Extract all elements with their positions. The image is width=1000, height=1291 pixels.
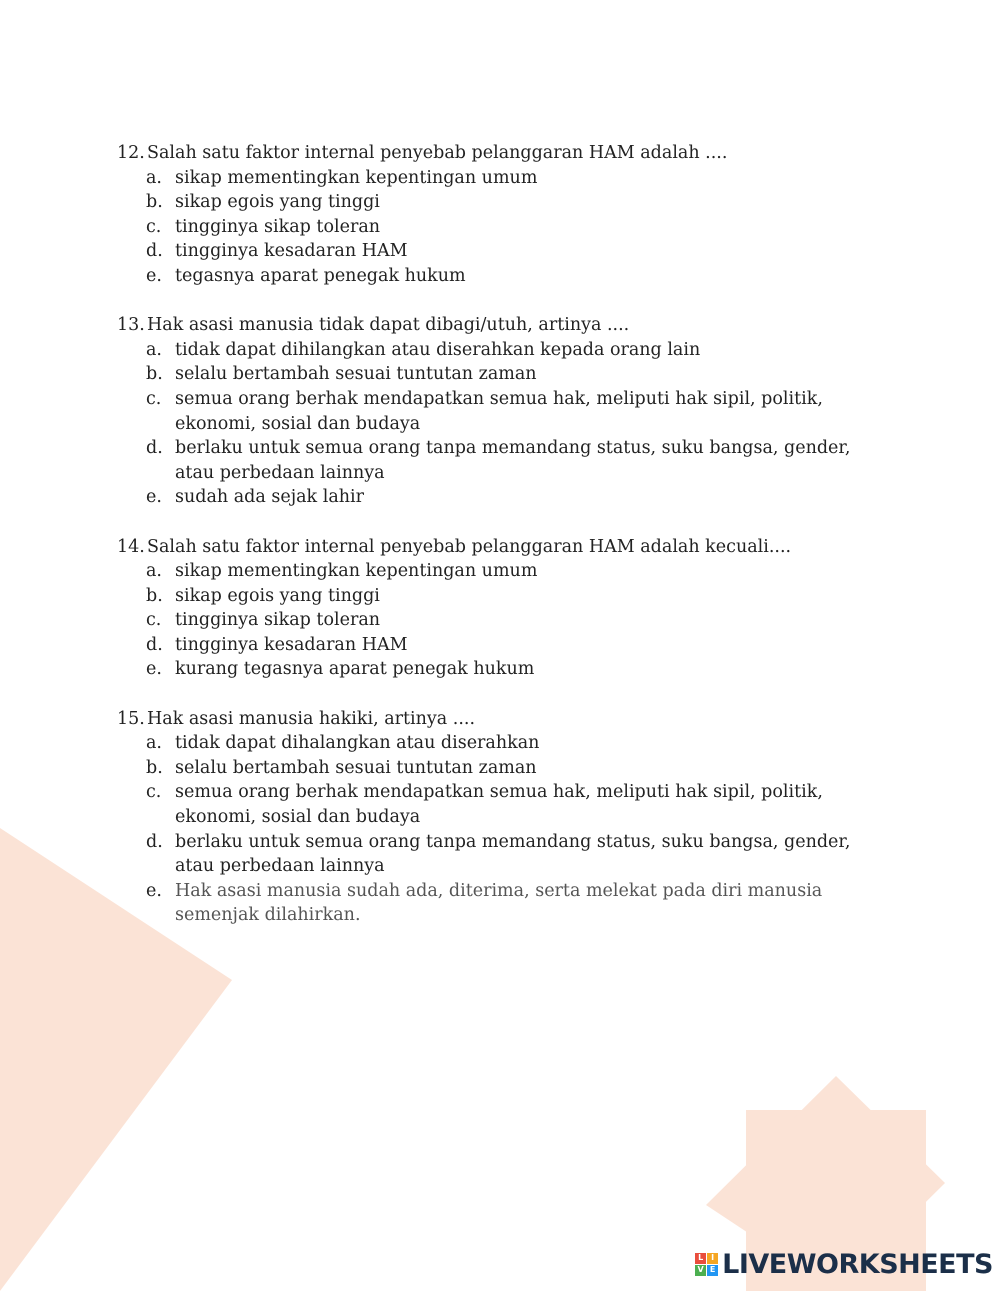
option-d[interactable]	[117, 830, 877, 879]
liveworksheets-logo	[695, 1247, 993, 1281]
option-text: Hak asasi manusia sudah ada, diterima, serta melekat pada diri manusia semenjak dilahirkan.	[175, 880, 823, 926]
option-d[interactable]	[117, 633, 877, 658]
option-text: tegasnya aparat penegak hukum	[175, 265, 466, 286]
option-text: tingginya kesadaran HAM	[175, 634, 408, 655]
option-list	[117, 338, 877, 510]
option-text: selalu bertambah sesuai tuntutan zaman	[175, 364, 537, 385]
option-b[interactable]	[117, 756, 877, 781]
option-text: tingginya sikap toleran	[175, 610, 381, 631]
option-letter: e.	[146, 659, 162, 680]
question-number: 13.	[117, 315, 145, 336]
option-letter: a.	[146, 167, 162, 188]
brand-text: LIVEWORKSHEETS	[722, 1248, 993, 1280]
question-text: Salah satu faktor internal penyebab pelanggaran HAM adalah kecuali....	[147, 536, 792, 557]
option-a[interactable]	[117, 338, 877, 363]
option-a[interactable]	[117, 731, 877, 756]
option-b[interactable]	[117, 584, 877, 609]
question-stem	[117, 535, 877, 560]
option-text: berlaku untuk semua orang tanpa memandang status, suku bangsa, gender, atau perbedaan lainnya	[175, 438, 851, 483]
option-d[interactable]	[117, 239, 877, 264]
option-a[interactable]	[117, 166, 877, 191]
question-number: 14.	[117, 536, 145, 557]
option-e[interactable]	[117, 657, 877, 682]
question-stem	[117, 707, 877, 732]
question-sheet	[117, 141, 877, 953]
option-e[interactable]	[117, 485, 877, 510]
question-text: Hak asasi manusia hakiki, artinya ....	[147, 708, 476, 729]
option-text: sudah ada sejak lahir	[175, 487, 364, 508]
question-text: Hak asasi manusia tidak dapat dibagi/utuh, artinya ....	[147, 315, 630, 336]
option-letter: c.	[146, 610, 162, 631]
option-b[interactable]	[117, 190, 877, 215]
brand-mark-icon: L I V E	[695, 1253, 718, 1276]
option-letter: b.	[146, 364, 163, 385]
option-list	[117, 166, 877, 289]
option-list	[117, 559, 877, 682]
option-text: tidak dapat dihalangkan atau diserahkan	[175, 733, 540, 754]
option-e[interactable]	[117, 879, 877, 928]
option-letter: b.	[146, 757, 163, 778]
question-text: Salah satu faktor internal penyebab pelanggaran HAM adalah ....	[147, 143, 728, 163]
option-text: sikap mementingkan kepentingan umum	[175, 167, 538, 188]
option-letter: e.	[146, 265, 162, 286]
option-letter: c.	[146, 388, 162, 409]
option-b[interactable]	[117, 362, 877, 387]
question-2	[117, 313, 877, 510]
option-text: sikap egois yang tinggi	[175, 585, 380, 606]
option-letter: a.	[146, 733, 162, 754]
option-letter: e.	[146, 880, 162, 901]
question-3	[117, 535, 877, 683]
option-d[interactable]	[117, 436, 877, 485]
option-letter: d.	[146, 241, 163, 262]
option-text: tingginya sikap toleran	[175, 216, 381, 237]
option-a[interactable]	[117, 559, 877, 584]
question-number: 12.	[117, 143, 145, 163]
question-list	[117, 141, 877, 928]
option-letter: e.	[146, 487, 162, 508]
option-text: berlaku untuk semua orang tanpa memandang status, suku bangsa, gender, atau perbedaan lainnya	[175, 831, 851, 877]
option-text: selalu bertambah sesuai tuntutan zaman	[175, 757, 537, 778]
option-c[interactable]	[117, 387, 877, 436]
question-1	[117, 141, 877, 289]
option-letter: a.	[146, 561, 162, 582]
option-letter: c.	[146, 782, 162, 803]
option-text: tingginya kesadaran HAM	[175, 241, 408, 262]
option-letter: b.	[146, 192, 163, 213]
option-letter: c.	[146, 216, 162, 237]
option-e[interactable]	[117, 264, 877, 289]
option-letter: d.	[146, 831, 163, 852]
option-text: sikap egois yang tinggi	[175, 192, 380, 213]
option-letter: d.	[146, 634, 163, 655]
option-text: semua orang berhak mendapatkan semua hak, meliputi hak sipil, politik, ekonomi, sosial dan budaya	[175, 782, 823, 828]
option-letter: a.	[146, 339, 162, 360]
option-letter: d.	[146, 438, 163, 459]
option-text: sikap mementingkan kepentingan umum	[175, 561, 538, 582]
option-letter: b.	[146, 585, 163, 606]
option-c[interactable]	[117, 608, 877, 633]
option-text: kurang tegasnya aparat penegak hukum	[175, 659, 535, 680]
question-4	[117, 707, 877, 928]
question-stem	[117, 141, 877, 166]
option-list	[117, 731, 877, 928]
question-stem	[117, 313, 877, 338]
option-text: tidak dapat dihilangkan atau diserahkan kepada orang lain	[175, 339, 701, 360]
option-text: semua orang berhak mendapatkan semua hak, meliputi hak sipil, politik, ekonomi, sosial dan budaya	[175, 388, 823, 434]
question-number: 15.	[117, 708, 145, 729]
option-c[interactable]	[117, 215, 877, 240]
option-c[interactable]	[117, 780, 877, 829]
